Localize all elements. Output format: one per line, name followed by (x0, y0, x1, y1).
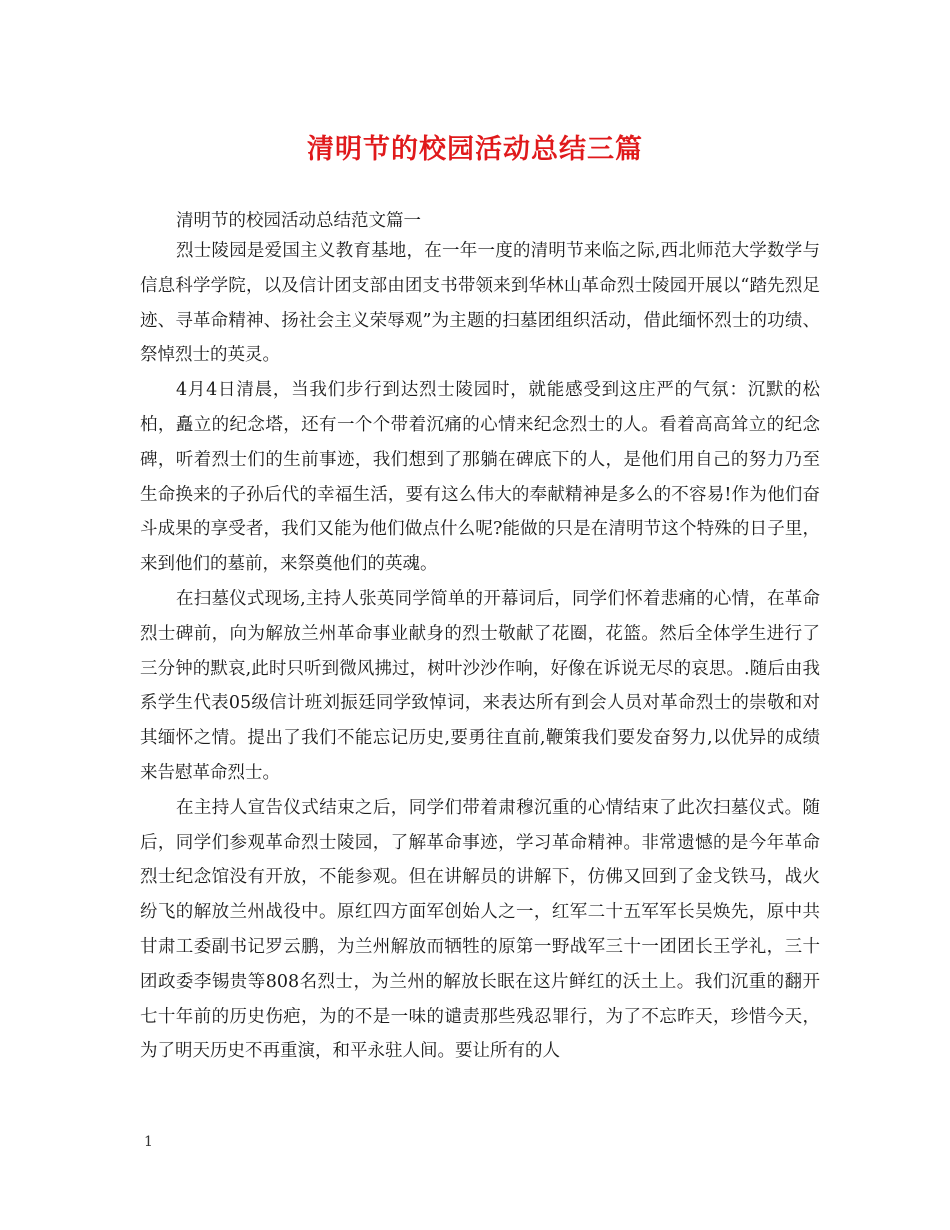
document-subtitle: 清明节的校园活动总结范文篇一 (176, 211, 421, 231)
page-number: 1 (144, 1134, 153, 1150)
paragraph-3: 在扫墓仪式现场,主持人张英同学简单的开幕词后，同学们怀着悲痛的心情，在革命烈士碑前，向为解放兰州革命事业献身的烈士敬献了花圈，花篮。然后全体学生进行了三分钟的默哀,此时只听到微风拂过，树叶沙沙作响，好像在诉说无尽的哀思。.随后由我系学生代表05级信计班刘振廷同学致悼词，来表达所有到会人员对革命烈士的崇敬和对其缅怀之情。提出了我们不能忘记历史,要勇往直前,鞭策我们要发奋努力,以优异的成绩来告慰革命烈士。 (140, 588, 820, 783)
document-title: 清明节的校园活动总结三篇 (307, 134, 643, 165)
document-body (140, 234, 820, 1069)
paragraph-2: 4月4日清晨，当我们步行到达烈士陵园时，就能感受到这庄严的气氛：沉默的松柏，矗立的纪念塔，还有一个个带着沉痛的心情来纪念烈士的人。看着高高耸立的纪念碑，听着烈士们的生前事迹，我们想到了那躺在碑底下的人，是他们用自己的努力乃至生命换来的子孙后代的幸福生活，要有这么伟大的奉献精神是多么的不容易!作为他们奋斗成果的享受者，我们又能为他们做点什么呢?能做的只是在清明节这个特殊的日子里，来到他们的墓前，来祭奠他们的英魂。 (140, 380, 820, 575)
paragraph-1: 烈士陵园是爱国主义教育基地，在一年一度的清明节来临之际,西北师范大学数学与信息科学学院，以及信计团支部由团支书带领来到华林山革命烈士陵园开展以“踏先烈足迹、寻革命精神、扬社会主义荣辱观”为主题的扫墓团组织活动，借此缅怀烈士的功绩、祭悼烈士的英灵。 (140, 241, 820, 366)
paragraph-4: 在主持人宣告仪式结束之后，同学们带着肃穆沉重的心情结束了此次扫墓仪式。随后，同学们参观革命烈士陵园，了解革命事迹，学习革命精神。非常遗憾的是今年革命烈士纪念馆没有开放，不能参观。但在讲解员的讲解下，仿佛又回到了金戈铁马，战火纷飞的解放兰州战役中。原红四方面军创始人之一，红军二十五军军长吴焕先，原中共甘肃工委副书记罗云鹏，为兰州解放而牺牲的原第一野战军三十一团团长王学礼，三十团政委李锡贵等808名烈士，为兰州的解放长眠在这片鲜红的沃土上。我们沉重的翻开七十年前的历史伤疤，为的不是一味的谴责那些残忍罪行，为了不忘昨天，珍惜今天，为了明天历史不再重演，和平永驻人间。要让所有的人 (140, 797, 820, 1062)
